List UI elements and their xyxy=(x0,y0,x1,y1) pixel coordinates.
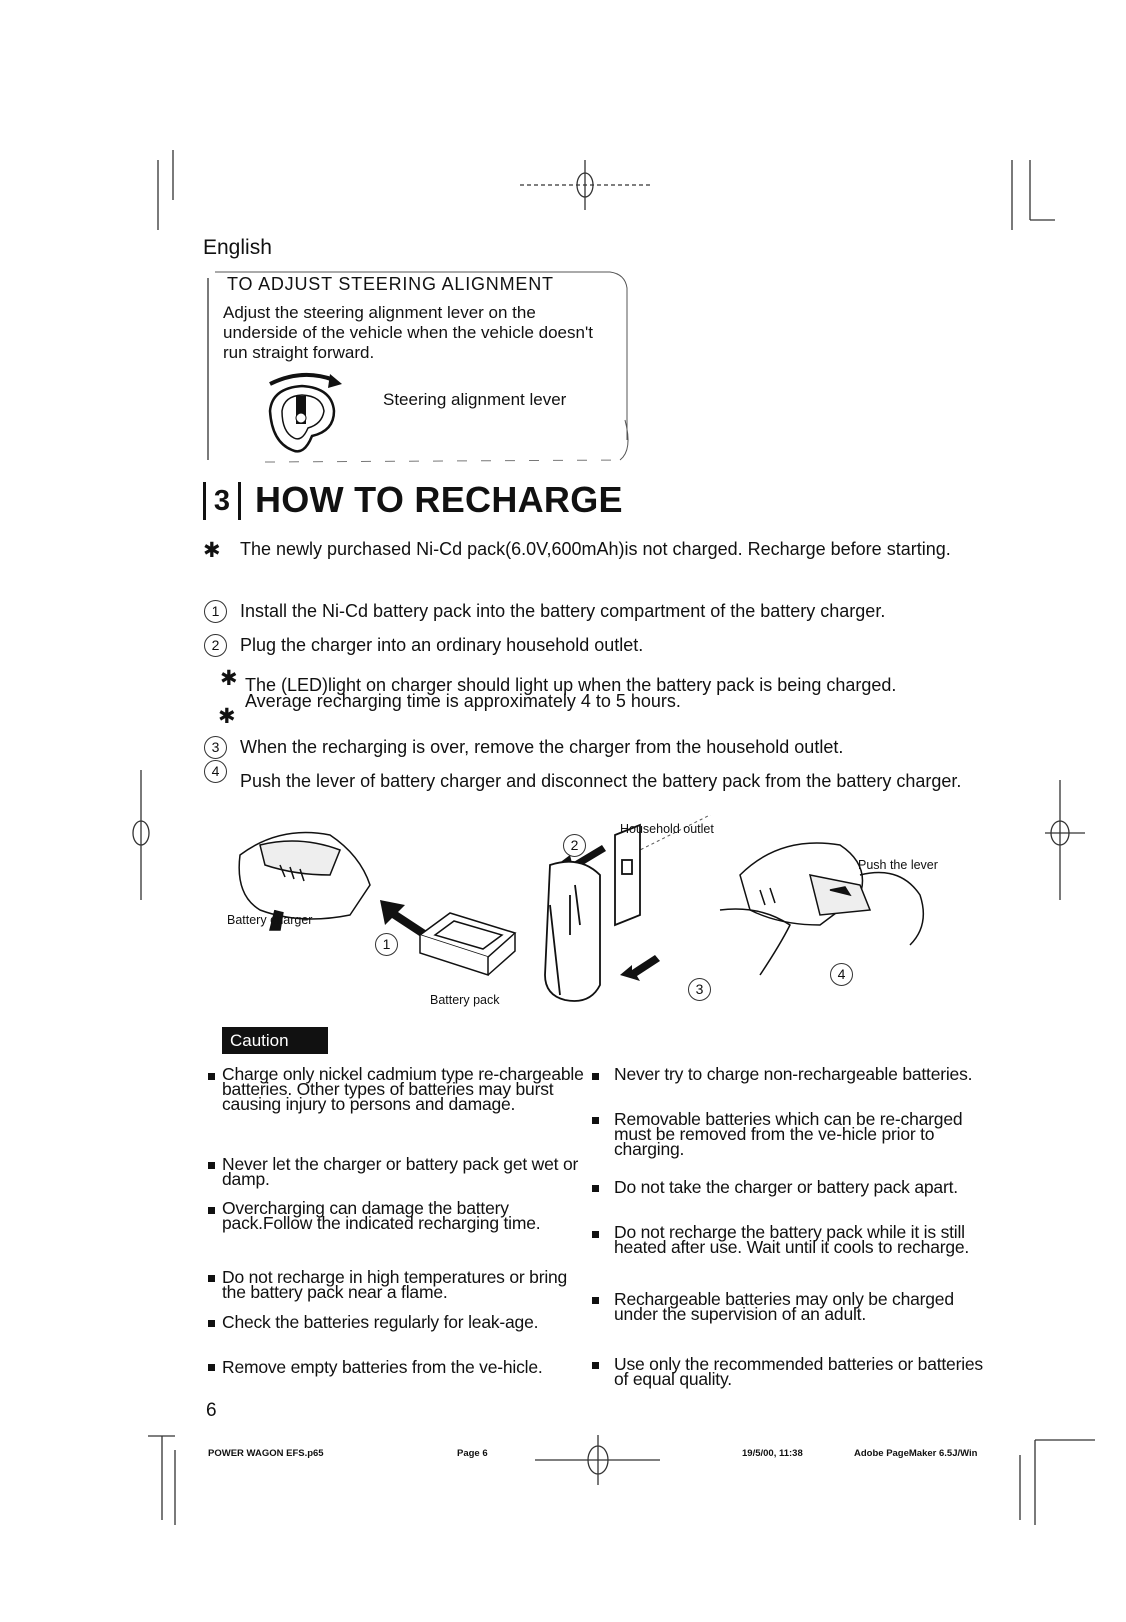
step2-number: 2 xyxy=(204,634,227,657)
caution-left-4: Do not recharge in high temperatures or bring the battery pack near a flame. xyxy=(222,1267,568,1302)
bullet-icon xyxy=(208,1162,215,1169)
bullet-icon xyxy=(208,1320,215,1327)
step1-text: Install the Ni-Cd battery pack into the battery compartment of the battery charger. xyxy=(240,601,886,621)
footer-application: Adobe PageMaker 6.5J/Win xyxy=(854,1448,978,1459)
step1-marker xyxy=(204,600,227,623)
caution-left-1: Charge only nickel cadmium type re-chargeable batteries. Other types of batteries may burst causing injury to persons and damage. xyxy=(222,1064,584,1114)
battery-charger-label: Battery charger xyxy=(227,913,313,927)
steering-lever-label: Steering alignment lever xyxy=(383,390,567,409)
step3-marker xyxy=(204,736,227,759)
led-note: The (LED)light on charger should light up when the battery pack is being charged. xyxy=(245,675,897,695)
average-time-note: Average recharging time is approximately 4 to 5 hours. xyxy=(245,691,681,711)
bullet-icon xyxy=(592,1231,599,1238)
battery-pack-label: Battery pack xyxy=(430,993,500,1007)
recharge-illustration xyxy=(220,815,980,1035)
intro-note: The newly purchased Ni-Cd pack(6.0V,600mAh)is not charged. Recharge before starting. xyxy=(240,539,951,559)
step3-text: When the recharging is over, remove the charger from the household outlet. xyxy=(240,737,844,757)
intro-asterisk: ✱ xyxy=(203,539,221,562)
bullet-icon xyxy=(592,1185,599,1192)
illustration-marker-4 xyxy=(830,963,853,986)
bullet-icon xyxy=(208,1073,215,1080)
caution-right-6: Use only the recommended batteries or batteries of equal quality. xyxy=(614,1354,983,1389)
caution-label: Caution xyxy=(222,1027,328,1054)
caution-right-4: Do not recharge the battery pack while it is still heated after use. Wait until it cools to recharge. xyxy=(614,1222,970,1257)
step3-number: 3 xyxy=(204,736,227,759)
caution-left-2: Never let the charger or battery pack get wet or damp. xyxy=(222,1154,579,1189)
step4-number: 4 xyxy=(204,760,227,783)
steering-box-title: TO ADJUST STEERING ALIGNMENT xyxy=(227,274,554,294)
step4-text: Push the lever of battery charger and disconnect the battery pack from the battery charger. xyxy=(240,771,962,791)
bullet-icon xyxy=(208,1207,215,1214)
footer-page: Page 6 xyxy=(457,1448,488,1459)
step2-text: Plug the charger into an ordinary household outlet. xyxy=(240,635,644,655)
bullet-icon xyxy=(208,1275,215,1282)
household-outlet-label: Household outlet xyxy=(620,822,714,836)
page-number: 6 xyxy=(206,1400,217,1421)
footer-file-name: POWER WAGON EFS.p65 xyxy=(208,1448,324,1459)
bullet-icon xyxy=(592,1297,599,1304)
bullet-icon xyxy=(592,1117,599,1124)
marker-1-number: 1 xyxy=(375,933,398,956)
bullet-icon xyxy=(592,1073,599,1080)
section-number: 3 xyxy=(203,482,241,520)
marker-2-number: 2 xyxy=(563,834,586,857)
bullet-icon xyxy=(592,1362,599,1369)
marker-4-number: 4 xyxy=(830,963,853,986)
caution-left-5: Check the batteries regularly for leak-age. xyxy=(222,1312,539,1332)
footer-date: 19/5/00, 11:38 xyxy=(742,1448,803,1459)
caution-right-3: Do not take the charger or battery pack apart. xyxy=(614,1177,958,1197)
extra-asterisk: ✱ xyxy=(218,705,236,728)
step4-marker xyxy=(204,760,227,783)
caution-right-5: Rechargeable batteries may only be charged under the supervision of an adult. xyxy=(614,1289,954,1324)
step1-number: 1 xyxy=(204,600,227,623)
caution-right-1: Never try to charge non-rechargeable batteries. xyxy=(614,1064,973,1084)
caution-left-6: Remove empty batteries from the ve-hicle. xyxy=(222,1357,543,1377)
battery-pack-drawing xyxy=(420,913,515,975)
step2-marker xyxy=(204,634,227,657)
bottom-registration-marks xyxy=(0,1400,1126,1622)
steering-lever-icon xyxy=(262,366,352,458)
steering-box-body: Adjust the steering alignment lever on the underside of the vehicle when the vehicle doesn't run straight forward. xyxy=(223,303,593,362)
caution-left-3: Overcharging can damage the battery pack.Follow the indicated recharging time. xyxy=(222,1198,541,1233)
illustration-marker-3 xyxy=(688,978,711,1001)
section-title: HOW TO RECHARGE xyxy=(255,479,623,520)
marker-3-number: 3 xyxy=(688,978,711,1001)
led-asterisk: ✱ xyxy=(220,667,238,690)
language-label: English xyxy=(203,236,272,259)
push-lever-label: Push the lever xyxy=(858,858,938,872)
illustration-marker-2 xyxy=(563,834,586,857)
illustration-marker-1 xyxy=(375,933,398,956)
arrow-remove xyxy=(620,955,660,981)
bullet-icon xyxy=(208,1364,215,1371)
caution-right-2: Removable batteries which can be re-charged must be removed from the ve-hicle prior to charging. xyxy=(614,1109,963,1159)
